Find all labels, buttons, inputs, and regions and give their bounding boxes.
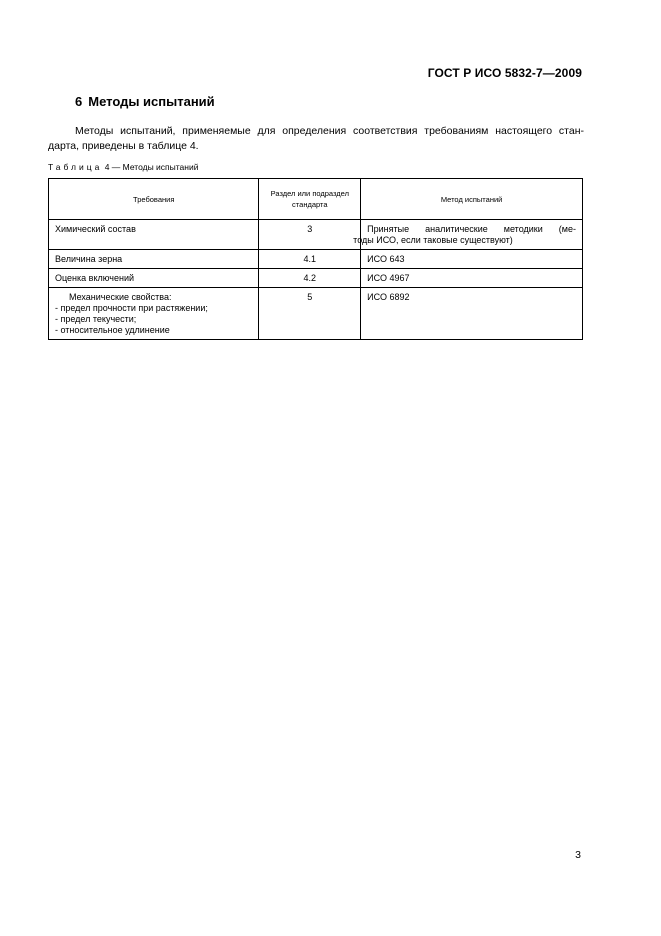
cell-requirement xyxy=(49,288,259,340)
table-caption xyxy=(48,162,198,172)
table-row xyxy=(49,250,583,269)
intro-line-1: Методы испытаний, применяемые для определения соответствия требованиям настоящего стан- xyxy=(75,125,584,137)
test-methods-table xyxy=(48,178,583,340)
section-number: 6 xyxy=(75,94,83,109)
table-row xyxy=(49,269,583,288)
cell-requirement-item: - относительное удлинение xyxy=(55,325,170,335)
cell-method-line-2: тоды ИСО, если таковые существуют) xyxy=(353,235,513,245)
cell-method: ИСО 643 xyxy=(361,250,583,269)
intro-paragraph xyxy=(48,124,584,154)
header-requirements: Требования xyxy=(49,179,259,220)
cell-requirement-item: - предел текучести; xyxy=(55,314,137,324)
cell-method: ИСО 4967 xyxy=(361,269,583,288)
cell-requirement-item: - предел прочности при растяжении; xyxy=(55,303,208,313)
intro-line-2: дарта, приведены в таблице 4. xyxy=(48,140,199,152)
cell-requirement: Величина зерна xyxy=(49,250,259,269)
table-header-row xyxy=(49,179,583,220)
cell-section: 3 xyxy=(259,220,361,250)
cell-method-line-1: Принятые аналитические методики (ме- xyxy=(367,224,576,234)
cell-requirement: Химический состав xyxy=(49,220,259,250)
cell-requirement: Оценка включений xyxy=(49,269,259,288)
table-caption-word: Таблица xyxy=(48,162,103,172)
page-number: 3 xyxy=(575,849,581,861)
section-title-text: Методы испытаний xyxy=(88,94,215,109)
section-heading xyxy=(75,94,215,109)
cell-method: ИСО 6892 xyxy=(361,288,583,340)
header-method: Метод испытаний xyxy=(361,179,583,220)
cell-requirement-title: Механические свойства: xyxy=(69,292,172,302)
header-section: Раздел или подраздел стандарта xyxy=(259,179,361,220)
document-code: ГОСТ Р ИСО 5832-7—2009 xyxy=(427,66,582,80)
cell-section: 4.1 xyxy=(259,250,361,269)
cell-method xyxy=(353,220,583,250)
cell-section: 5 xyxy=(259,288,361,340)
cell-section: 4.2 xyxy=(259,269,361,288)
table-caption-text: 4 — Методы испытаний xyxy=(104,162,199,172)
table-row xyxy=(49,288,583,340)
table-row xyxy=(49,220,583,250)
